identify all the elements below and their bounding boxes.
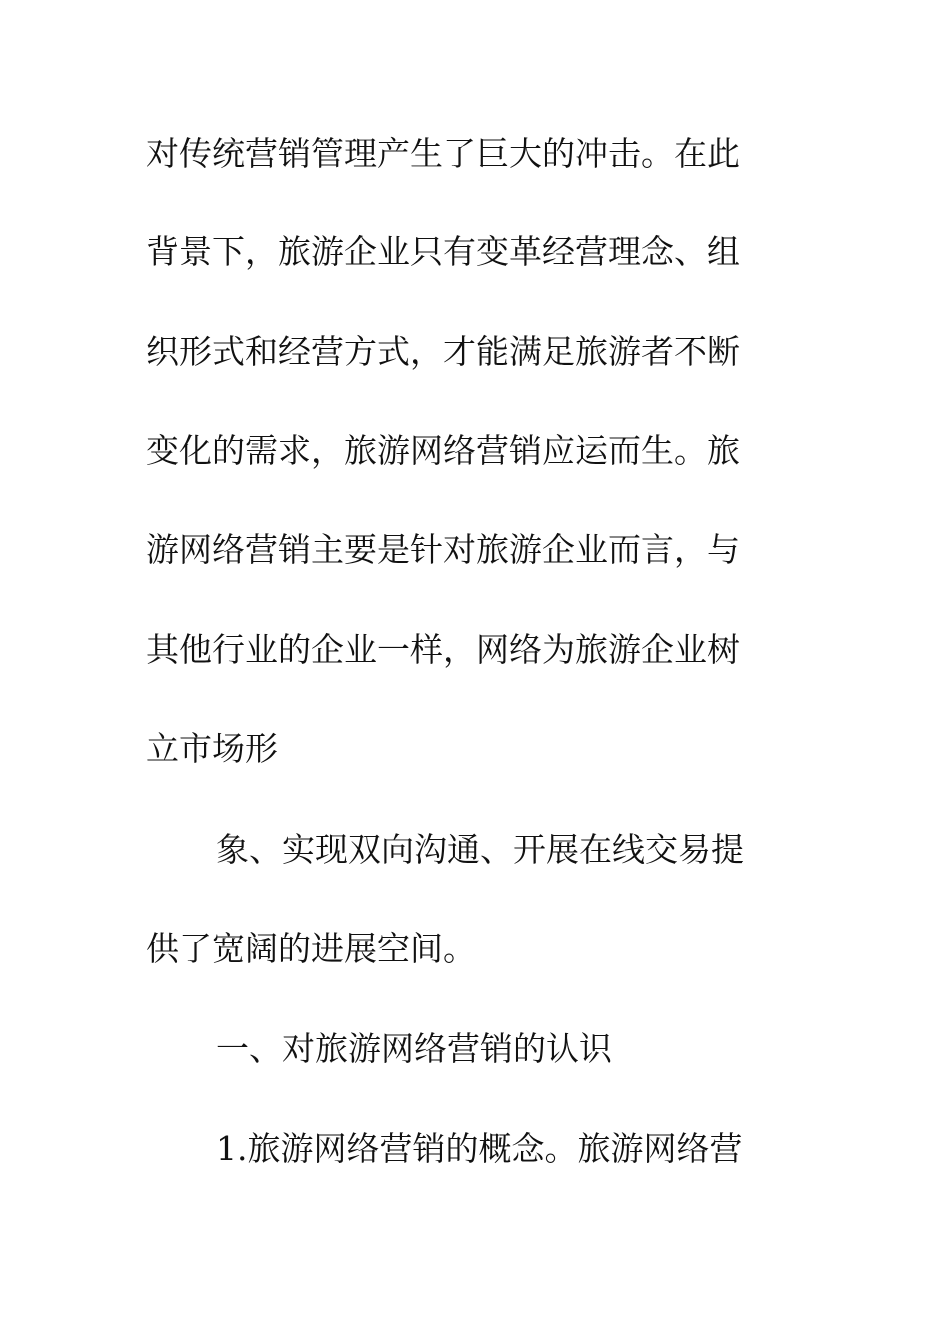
subsection-heading-line: 1.旅游网络营销的概念。旅游网络营 xyxy=(216,1129,743,1168)
body-text-line: 其他行业的企业一样，网络为旅游企业树 xyxy=(146,630,740,669)
body-text-line: 背景下，旅游企业只有变革经营理念、组 xyxy=(146,232,740,271)
body-text-line: 立市场形 xyxy=(146,729,278,768)
body-text-line: 对传统营销管理产生了巨大的冲击。在此 xyxy=(146,134,740,173)
section-heading: 一、对旅游网络营销的认识 xyxy=(216,1029,612,1068)
body-text-line: 游网络营销主要是针对旅游企业而言，与 xyxy=(146,530,740,569)
body-text-line: 变化的需求，旅游网络营销应运而生。旅 xyxy=(146,431,740,470)
paragraph-first-line: 象、实现双向沟通、开展在线交易提 xyxy=(216,830,744,869)
body-text-line: 织形式和经营方式，才能满足旅游者不断 xyxy=(146,332,740,371)
body-text-line: 供了宽阔的进展空间。 xyxy=(146,929,476,968)
